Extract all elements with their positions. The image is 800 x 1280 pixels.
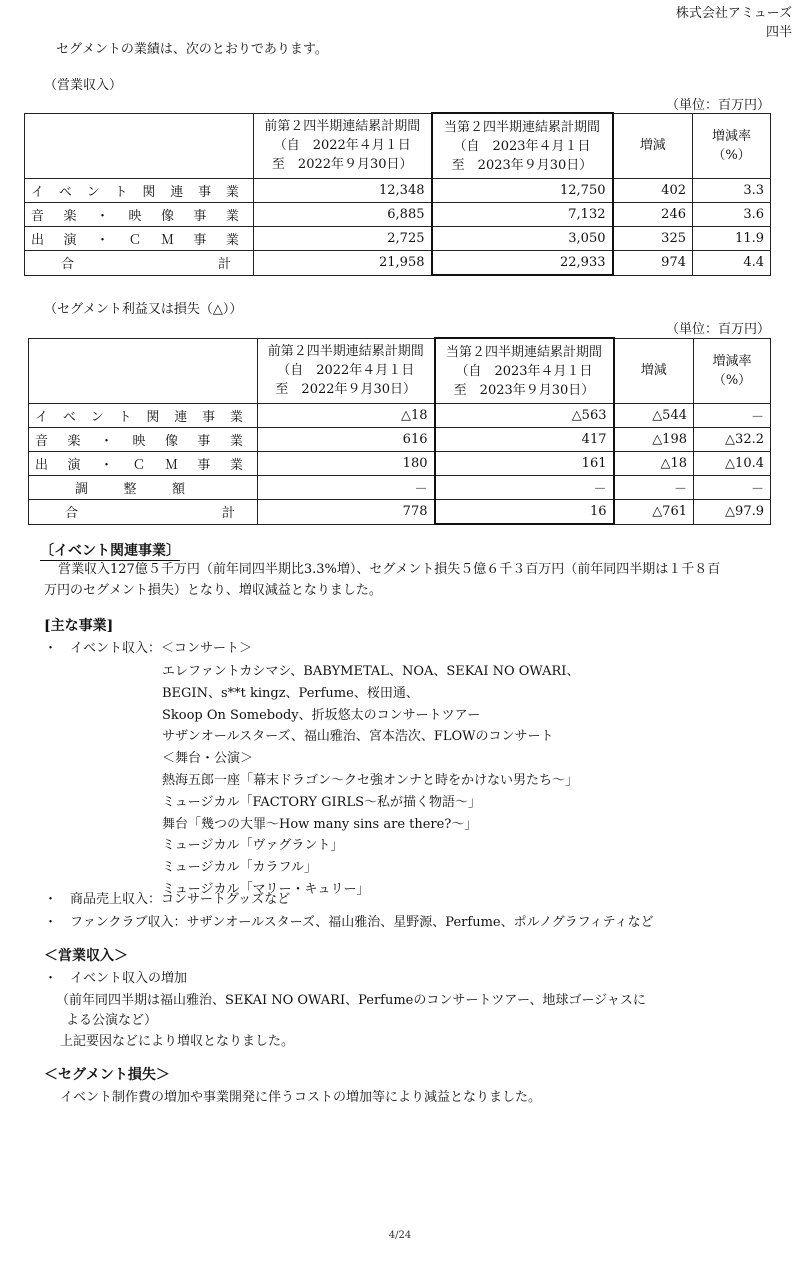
header-change: 増減 [613, 113, 693, 179]
row-label: 出 演 ・ Ｃ Ｍ 事 業 [35, 458, 243, 473]
row-label: 音 楽 ・ 映 像 事 業 [31, 209, 239, 224]
profit-table-unit: （単位：百万円） [665, 322, 770, 337]
cell-rate: △97.9 [694, 500, 771, 525]
cell-prev: 6,885 [254, 203, 432, 227]
page-number: 4/24 [388, 1230, 412, 1241]
cell-prev: 12,348 [254, 179, 432, 203]
event-line-item: ミュージカル「マリー・キュリー」 [162, 882, 370, 897]
cell-label [29, 476, 258, 500]
cell-prev: 2,725 [254, 227, 432, 251]
cell-change: － [614, 476, 694, 500]
intro-text: セグメントの業績は、次のとおりであります。 [56, 42, 328, 57]
table-row [29, 500, 771, 525]
profit-table-header [29, 338, 771, 404]
cell-label [25, 251, 254, 276]
cell-rate: － [694, 404, 771, 428]
cell-rate: △10.4 [694, 452, 771, 476]
loss-text: イベント制作費の増加や事業開発に伴うコストの増加等により減益となりました。 [60, 1090, 542, 1105]
table-row [25, 179, 771, 203]
cell-curr: 16 [435, 500, 614, 525]
event-line-item: Skoop On Somebody、折坂悠太のコンサートツアー [162, 707, 481, 723]
cell-curr: 12,750 [432, 179, 613, 203]
event-line-item: 熱海五郎一座「幕末ドラゴン～クセ強オンナと時をかけない男たち～」 [162, 773, 579, 788]
cell-rate: △32.2 [694, 428, 771, 452]
revenue-table-caption: （営業収入） [44, 78, 123, 93]
cell-label [25, 179, 254, 203]
revenue-note-line-1: （前年同四半期は福山雅治、SEKAI NO OWARI、Perfumeのコンサートツアー、地球ゴージャスに [56, 993, 646, 1008]
company-name: 株式会社アミューズ [675, 6, 792, 21]
cell-label [29, 428, 258, 452]
bullet-event-income: ・ イベント収入：＜コンサート＞ [44, 641, 253, 656]
revenue-table-header [25, 113, 771, 179]
cell-change: △761 [614, 500, 694, 525]
cell-curr: 161 [435, 452, 614, 476]
cell-label [29, 404, 258, 428]
cell-label [25, 203, 254, 227]
cell-change: 974 [613, 251, 693, 276]
event-line-item: BEGIN、s**t kingz、Perfume、桜田通、 [162, 685, 419, 701]
event-line-item: ミュージカル「FACTORY GIRLS～私が描く物語～」 [162, 794, 481, 810]
cell-prev: 616 [258, 428, 435, 452]
cell-rate: 11.9 [693, 227, 771, 251]
cell-rate: 3.3 [693, 179, 771, 203]
revenue-table-body [25, 179, 771, 276]
cell-curr: △563 [435, 404, 614, 428]
cell-label [29, 500, 258, 525]
cell-rate: 3.6 [693, 203, 771, 227]
event-summary-line-1: 営業収入127億５千万円（前年同四半期比3.3%増）、セグメント損失５億６千３百万円（前年同四半期は１千８百 [58, 562, 721, 577]
cell-change: 325 [613, 227, 693, 251]
cell-change: △18 [614, 452, 694, 476]
bullet-fanclub-income: ・ ファンクラブ収入：サザンオールスターズ、福山雅治、星野源、Perfume、ポルノグラフィティなど [44, 915, 654, 930]
table-row [29, 428, 771, 452]
profit-table [28, 337, 771, 525]
event-summary-line-2: 万円のセグメント損失）となり、増収減益となりました。 [44, 583, 382, 598]
row-label: イ ベ ン ト 関 連 事 業 [35, 410, 243, 425]
table-row [25, 203, 771, 227]
bullet-goods-income: ・ 商品売上収入：コンサートグッズなど [44, 892, 291, 907]
event-line-item: 舞台「幾つの大罪～How many sins are there?～」 [162, 816, 478, 832]
cell-rate: 4.4 [693, 251, 771, 276]
cell-prev: △18 [258, 404, 435, 428]
header-prev-period: 前第２四半期連結累計期間 （自 2022年４月１日 至 2022年９月30日） [254, 113, 432, 179]
row-label: 合 計 [65, 506, 235, 522]
revenue-subsection-title: ＜営業収入＞ [44, 948, 128, 964]
header-prev-period: 前第２四半期連結累計期間 （自 2022年４月１日 至 2022年９月30日） [258, 338, 435, 404]
cell-curr: 3,050 [432, 227, 613, 251]
row-label: 出 演 ・ Ｃ Ｍ 事 業 [31, 233, 239, 248]
revenue-table-unit: （単位：百万円） [665, 98, 770, 113]
report-period: 四半 [765, 25, 792, 40]
cell-curr: 417 [435, 428, 614, 452]
row-label: イ ベ ン ト 関 連 事 業 [31, 185, 239, 200]
cell-prev: 180 [258, 452, 435, 476]
page-header [676, 4, 792, 42]
main-business-title: [主な事業] [44, 618, 114, 634]
revenue-note-line-3: 上記要因などにより増収となりました。 [60, 1034, 295, 1049]
cell-prev: 21,958 [254, 251, 432, 276]
cell-change: △544 [614, 404, 694, 428]
table-row [25, 251, 771, 276]
cell-curr: 22,933 [432, 251, 613, 276]
header-rate: 増減率 （%） [693, 113, 771, 179]
row-label: 調 整 額 [75, 482, 185, 497]
header-rate: 増減率 （%） [694, 338, 771, 404]
header-curr-period: 当第２四半期連結累計期間 （自 2023年４月１日 至 2023年９月30日） [432, 113, 613, 179]
event-line-item: エレファントカシマシ、BABYMETAL、NOA、SEKAI NO OWARI、 [162, 664, 580, 679]
revenue-table [24, 112, 771, 276]
revenue-note-line-2: よる公演など） [66, 1013, 158, 1028]
header-blank [29, 338, 258, 404]
cell-rate: － [694, 476, 771, 500]
cell-curr: 7,132 [432, 203, 613, 227]
header-change: 増減 [614, 338, 694, 404]
table-row [29, 452, 771, 476]
row-label: 音 楽 ・ 映 像 事 業 [35, 434, 243, 449]
cell-label [25, 227, 254, 251]
table-row [29, 476, 771, 500]
table-row [29, 404, 771, 428]
table-row [25, 227, 771, 251]
loss-subsection-title: ＜セグメント損失＞ [44, 1067, 170, 1083]
revenue-bullet: ・ イベント収入の増加 [44, 971, 188, 986]
header-blank [25, 113, 254, 179]
event-line-item: ミュージカル「ヴァグラント」 [162, 838, 344, 854]
cell-label [29, 452, 258, 476]
cell-change: △198 [614, 428, 694, 452]
event-line-item: ミュージカル「カラフル」 [162, 860, 317, 876]
cell-change: 246 [613, 203, 693, 227]
cell-prev: 778 [258, 500, 435, 525]
profit-table-caption: （セグメント利益又は損失（△）） [44, 302, 243, 317]
event-line-item: ＜舞台・公演＞ [162, 751, 254, 767]
cell-change: 402 [613, 179, 693, 203]
event-section-title: 〔イベント関連事業〕 [40, 540, 180, 561]
header-curr-period: 当第２四半期連結累計期間 （自 2023年４月１日 至 2023年９月30日） [435, 338, 614, 404]
row-label: 合 計 [61, 257, 231, 273]
profit-table-body [29, 404, 771, 525]
cell-curr: － [435, 476, 614, 500]
event-line-item: サザンオールスターズ、福山雅治、宮本浩次、FLOWのコンサート [162, 729, 554, 745]
cell-prev: － [258, 476, 435, 500]
